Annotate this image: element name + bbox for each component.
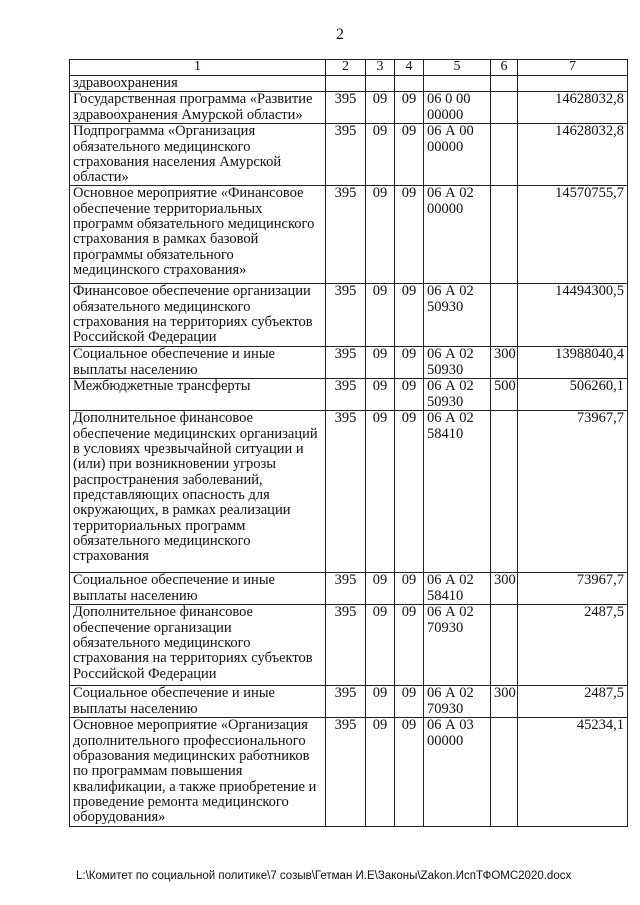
section-cell: 09	[366, 686, 395, 718]
subsection-cell: 09	[395, 379, 424, 411]
target-article-cell: 06 А 03 00000	[424, 718, 491, 827]
row-name-cell: Финансовое обеспечение организации обязательного медицинского страхования на территориях субъектов Российской Федерации	[70, 284, 326, 347]
ministry-code-cell: 395	[326, 379, 366, 411]
amount-cell: 13988040,4	[518, 347, 628, 379]
amount-cell: 14628032,8	[518, 124, 628, 186]
ministry-code-cell: 395	[326, 573, 366, 605]
header-cell: 5	[424, 60, 491, 76]
subsection-cell: 09	[395, 284, 424, 347]
table-row	[70, 347, 628, 379]
table-row	[70, 573, 628, 605]
section-cell: 09	[366, 411, 395, 573]
table-row	[70, 284, 628, 347]
ministry-code-cell: 395	[326, 124, 366, 186]
section-cell	[366, 76, 395, 92]
table-row	[70, 186, 628, 284]
amount-cell: 73967,7	[518, 573, 628, 605]
section-cell: 09	[366, 573, 395, 605]
amount-cell: 14628032,8	[518, 92, 628, 124]
amount-cell: 506260,1	[518, 379, 628, 411]
row-name-cell: Дополнительное финансовое обеспечение организации обязательного медицинского страхования на территориях субъектов Российской Федерации	[70, 605, 326, 686]
header-cell: 7	[518, 60, 628, 76]
header-cell: 6	[491, 60, 518, 76]
table-header-row	[70, 60, 628, 76]
page-number: 2	[336, 26, 344, 43]
table-row	[70, 76, 628, 92]
section-cell: 09	[366, 379, 395, 411]
subsection-cell	[395, 76, 424, 92]
expense-type-cell: 300	[491, 573, 518, 605]
subsection-cell: 09	[395, 686, 424, 718]
table-row	[70, 411, 628, 573]
subsection-cell: 09	[395, 124, 424, 186]
expense-type-cell: 300	[491, 347, 518, 379]
target-article-cell: 06 А 02 58410	[424, 573, 491, 605]
ministry-code-cell: 395	[326, 686, 366, 718]
target-article-cell: 06 А 00 00000	[424, 124, 491, 186]
ministry-code-cell: 395	[326, 347, 366, 379]
amount-cell	[518, 76, 628, 92]
target-article-cell: 06 А 02 50930	[424, 284, 491, 347]
target-article-cell: 06 А 02 58410	[424, 411, 491, 573]
row-name-cell: Межбюджетные трансферты	[70, 379, 326, 411]
section-cell: 09	[366, 718, 395, 827]
amount-cell: 45234,1	[518, 718, 628, 827]
subsection-cell: 09	[395, 92, 424, 124]
section-cell: 09	[366, 347, 395, 379]
expense-type-cell: 300	[491, 686, 518, 718]
target-article-cell: 06 А 02 50930	[424, 347, 491, 379]
row-name-cell: Основное мероприятие «Финансовое обеспечение территориальных программ обязательного медицинского страхования в рамках базовой программы обязательного медицинского страхования»	[70, 186, 326, 284]
row-name-cell: Подпрограмма «Организация обязательного медицинского страхования населения Амурской области»	[70, 124, 326, 186]
amount-cell: 73967,7	[518, 411, 628, 573]
row-name-cell: Дополнительное финансовое обеспечение медицинских организаций в условиях чрезвычайной ситуации и (или) при возникновении угрозы распространения заболеваний, представляющих опасность для окружающих, в рамках реализации территориальных программ обязательного медицинского страхования	[70, 411, 326, 573]
target-article-cell: 06 А 02 70930	[424, 605, 491, 686]
expense-type-cell	[491, 718, 518, 827]
amount-cell: 14494300,5	[518, 284, 628, 347]
row-name-cell: Социальное обеспечение и иные выплаты населению	[70, 686, 326, 718]
file-path-footer: L:\Комитет по социальной политике\7 созыв\Гетман И.Е\Законы\Zakon.ИспТФОМС2020.docx	[76, 870, 572, 882]
section-cell: 09	[366, 92, 395, 124]
ministry-code-cell: 395	[326, 284, 366, 347]
subsection-cell: 09	[395, 411, 424, 573]
section-cell: 09	[366, 124, 395, 186]
expense-type-cell: 500	[491, 379, 518, 411]
expense-type-cell	[491, 92, 518, 124]
table-row	[70, 718, 628, 827]
budget-table	[69, 59, 628, 827]
target-article-cell: 06 А 02 50930	[424, 379, 491, 411]
ministry-code-cell: 395	[326, 411, 366, 573]
row-name-cell: Социальное обеспечение и иные выплаты населению	[70, 347, 326, 379]
subsection-cell: 09	[395, 186, 424, 284]
expense-type-cell	[491, 284, 518, 347]
target-article-cell: 06 А 02 00000	[424, 186, 491, 284]
ministry-code-cell: 395	[326, 605, 366, 686]
row-name-cell: здравоохранения	[70, 76, 326, 92]
table-row	[70, 605, 628, 686]
ministry-code-cell	[326, 76, 366, 92]
expense-type-cell	[491, 76, 518, 92]
table-row	[70, 686, 628, 718]
expense-type-cell	[491, 186, 518, 284]
row-name-cell: Социальное обеспечение и иные выплаты населению	[70, 573, 326, 605]
subsection-cell: 09	[395, 718, 424, 827]
ministry-code-cell: 395	[326, 92, 366, 124]
amount-cell: 14570755,7	[518, 186, 628, 284]
table-row	[70, 379, 628, 411]
table-row	[70, 124, 628, 186]
expense-type-cell	[491, 605, 518, 686]
target-article-cell: 06 А 02 70930	[424, 686, 491, 718]
target-article-cell	[424, 76, 491, 92]
subsection-cell: 09	[395, 573, 424, 605]
section-cell: 09	[366, 284, 395, 347]
target-article-cell: 06 0 00 00000	[424, 92, 491, 124]
ministry-code-cell: 395	[326, 186, 366, 284]
header-cell: 2	[326, 60, 366, 76]
expense-type-cell	[491, 124, 518, 186]
subsection-cell: 09	[395, 347, 424, 379]
amount-cell: 2487,5	[518, 686, 628, 718]
ministry-code-cell: 395	[326, 718, 366, 827]
header-cell: 1	[70, 60, 326, 76]
amount-cell: 2487,5	[518, 605, 628, 686]
row-name-cell: Государственная программа «Развитие здравоохранения Амурской области»	[70, 92, 326, 124]
section-cell: 09	[366, 605, 395, 686]
subsection-cell: 09	[395, 605, 424, 686]
header-cell: 3	[366, 60, 395, 76]
table-row	[70, 92, 628, 124]
expense-type-cell	[491, 411, 518, 573]
row-name-cell: Основное мероприятие «Организация дополнительного профессионального образования медицинских работников по программам повышения квалификации, а также приобретение и проведение ремонта медицинского оборудования»	[70, 718, 326, 827]
header-cell: 4	[395, 60, 424, 76]
section-cell: 09	[366, 186, 395, 284]
